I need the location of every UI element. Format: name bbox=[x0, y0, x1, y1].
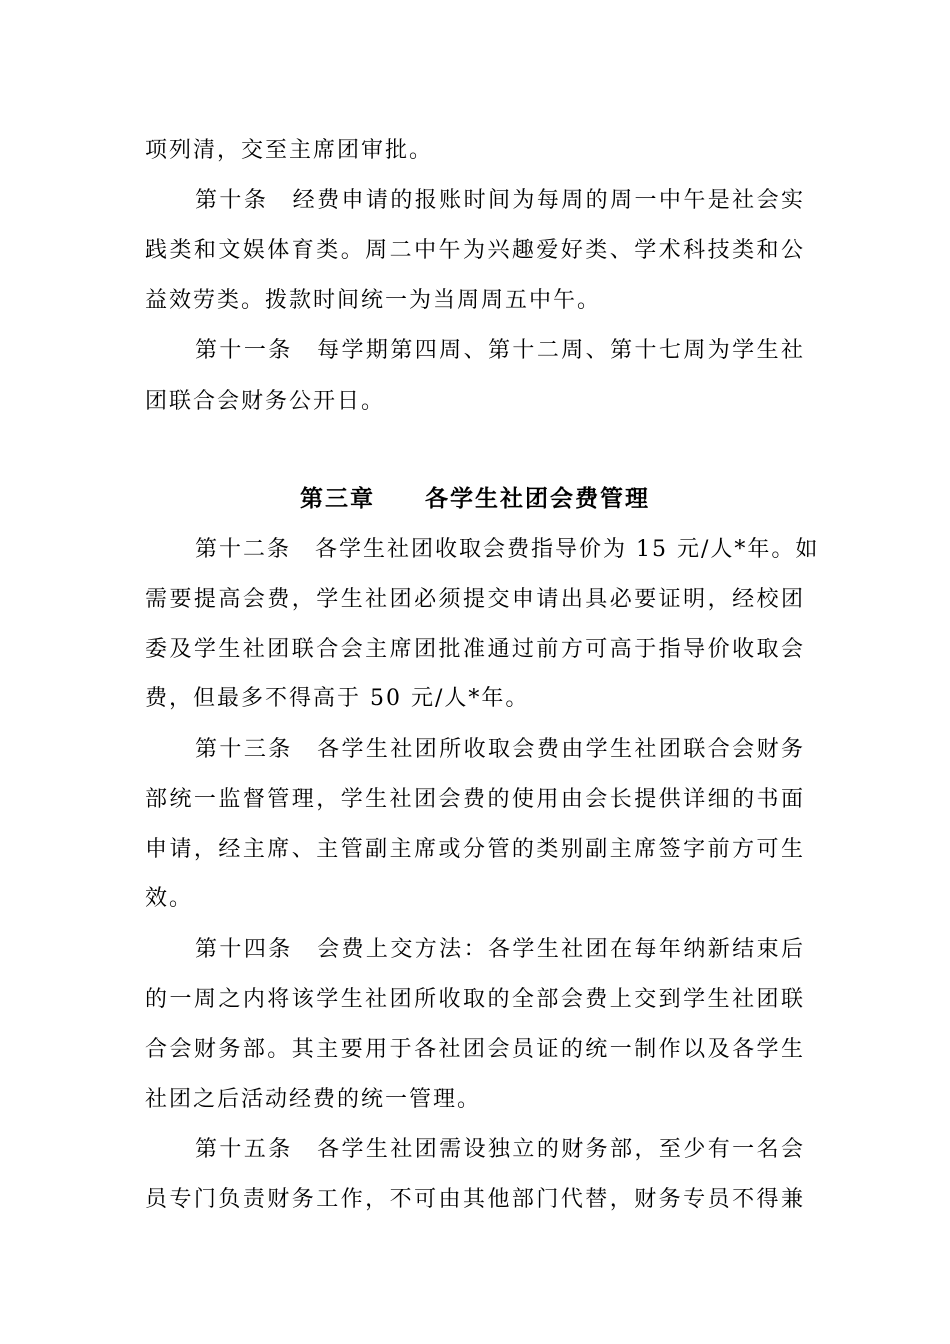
text-line: 践类和文娱体育类。周二中午为兴趣爱好类、学术科技类和公 bbox=[145, 238, 805, 263]
article-13-line: 第十三条 各学生社团所收取会费由学生社团联合会财务 bbox=[195, 737, 805, 762]
article-11-line: 第十一条 每学期第四周、第十二周、第十七周为学生社 bbox=[195, 338, 805, 363]
article-14-line: 第十四条 会费上交方法：各学生社团在每年纳新结束后 bbox=[195, 937, 805, 962]
chapter-title: 第三章 各学生社团会费管理 bbox=[300, 485, 650, 512]
text-line: 益效劳类。拨款时间统一为当周周五中午。 bbox=[145, 288, 602, 313]
article-10-line: 第十条 经费申请的报账时间为每周的周一中午是社会实 bbox=[195, 188, 805, 213]
text-line: 委及学生社团联合会主席团批准通过前方可高于指导价收取会 bbox=[145, 637, 805, 662]
text-line: 员专门负责财务工作，不可由其他部门代替，财务专员不得兼 bbox=[145, 1187, 805, 1212]
text-line: 的一周之内将该学生社团所收取的全部会费上交到学生社团联 bbox=[145, 987, 805, 1012]
text-line: 合会财务部。其主要用于各社团会员证的统一制作以及各学生 bbox=[145, 1037, 805, 1062]
text-line: 申请，经主席、主管副主席或分管的类别副主席签字前方可生 bbox=[145, 837, 805, 862]
article-15-line: 第十五条 各学生社团需设独立的财务部，至少有一名会 bbox=[195, 1137, 805, 1162]
text-line: 社团之后活动经费的统一管理。 bbox=[145, 1087, 482, 1112]
text-line: 项列清，交至主席团审批。 bbox=[145, 138, 434, 163]
text-line: 费，但最多不得高于 50 元/人*年。 bbox=[145, 686, 530, 711]
text-line: 部统一监督管理，学生社团会费的使用由会长提供详细的书面 bbox=[145, 787, 805, 812]
article-12-line: 第十二条 各学生社团收取会费指导价为 15 元/人*年。如 bbox=[195, 537, 820, 562]
text-line: 团联合会财务公开日。 bbox=[145, 389, 386, 414]
text-line: 需要提高会费，学生社团必须提交申请出具必要证明，经校团 bbox=[145, 587, 805, 612]
text-line: 效。 bbox=[145, 886, 194, 911]
